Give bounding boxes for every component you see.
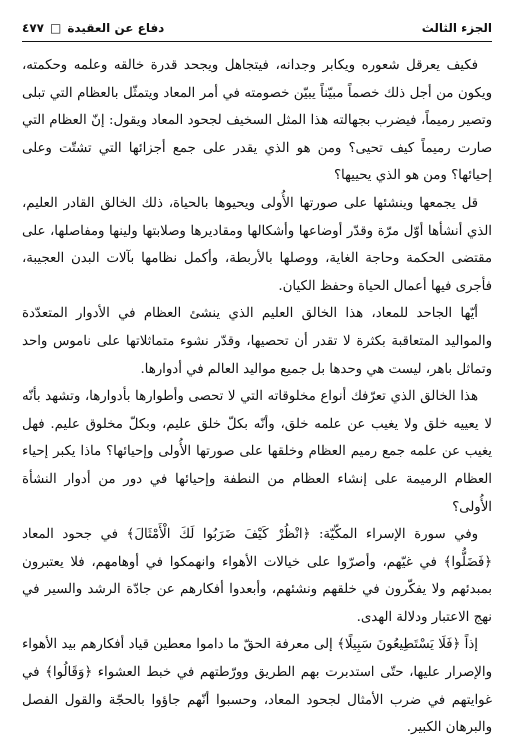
body-text xyxy=(22,52,492,742)
page-number: ٤٧٧ xyxy=(22,21,44,35)
paragraph: قل يجمعها وينشئها على صورتها الأُولى ويحيوها بالحياة، ذلك الخالق القادر العليم، الذي أنشأها أوّل مرّة وقدّر أوضاعها وأشكالها ومقاديرها وصلابتها ولينها ومفاصلها، على مقتضى الحكمة وحاجة الغاية، ووصلها بالأربطة، وأكمل نظامها بآلات البدن العجيبة، فأجرى فيها أعمال الحياة وحفظ الكيان. xyxy=(22,195,492,294)
running-header xyxy=(22,18,492,38)
separator-icon: □ xyxy=(49,21,62,35)
paragraph: وفي سورة الإسراء المكّيّة: ﴿انْظُرْ كَيْفَ ضَرَبُوا لَكَ الْأَمْثَالَ﴾ في جحود المعاد ﴿فَضَلُّوا﴾ في غيّهم، وأصرّوا على خيالات الأهواء وانهمكوا في أوهامهم، فلا يعتبرون بمبدئهم ولا يفكّرون في خلقهم ونشئهم، وأبعدوا أفكارهم عن جادّة الرشد والسير في نهج الاعتبار ودلالة الهدى. xyxy=(22,527,492,625)
header-divider xyxy=(22,41,492,42)
paragraph: فكيف يعرقل شعوره ويكابر وجدانه، فيتجاهل ويجحد قدرة خالقه وعلمه وحكمته، ويكون من أجل ذلك خصماً مبيّناً يبيّن خصومته في أمر المعاد ويتمثّل بالعظام التي تبلى وتصير رميماً، فيضرب بجهالته هذا المثل السخيف لجحود المعاد ويقول: إنّ العظام التي صارت رميماً كيف تحيى؟ ومن هو الذي يقدر على جمع أجزائها التي تشتّت وعلى إحيائها؟ ومن هو الذي يحييها؟ xyxy=(22,58,492,184)
book-title: دفاع عن العقيدة xyxy=(67,21,165,35)
paragraph: أيّها الجاحد للمعاد، هذا الخالق العليم الذي ينشئ العظام في الأدوار المتعدّدة والمواليد المتعاقبة بكثرة لا تقدر أن تحصيها، وقدّر نشوء متماثلاتها على ناموس واحد وتماثل باهر، ليست هي وحدها بل جميع مواليد العالم في أدوارها. xyxy=(22,306,492,377)
volume-label: الجزء الثالث xyxy=(421,21,492,35)
paragraph: إذاً ﴿فَلَا يَسْتَطِيعُونَ سَبِيلًا﴾ إلى معرفة الحقّ ما داموا معطين قياد أفكارهم بيد الأهواء والإصرار عليها، حتّى استدبرت بهم الطريق وورّطتهم في خبط العشواء ﴿وَقَالُوا﴾ في غوايتهم في ضرب الأمثال لجحود المعاد، وحسبوا أنّهم جاؤوا بالحجّة والقول الفصل والبرهان الكبير. xyxy=(22,637,492,736)
header-title-group xyxy=(22,18,164,38)
book-page xyxy=(22,18,492,736)
paragraph: هذا الخالق الذي تعرّفك أنواع مخلوقاته التي لا تحصى وأطوارها بأدوارها، وتشهد بأنّه لا يعييه خلق ولا يغيب عن علمه خلق، وأنّه بكلّ خلق عليم، وبكلّ مخلوق عليم. فهل يغيب عن علمه جمع رميم العظام وخلقها على صورتها الأُولى وإحيائها؟ ماذا يكبر إحياء العظام الرميمة على إنشاء العظام من النطفة وإحيائها في دور من أدوار النشأة الأُولى؟ xyxy=(22,389,492,515)
